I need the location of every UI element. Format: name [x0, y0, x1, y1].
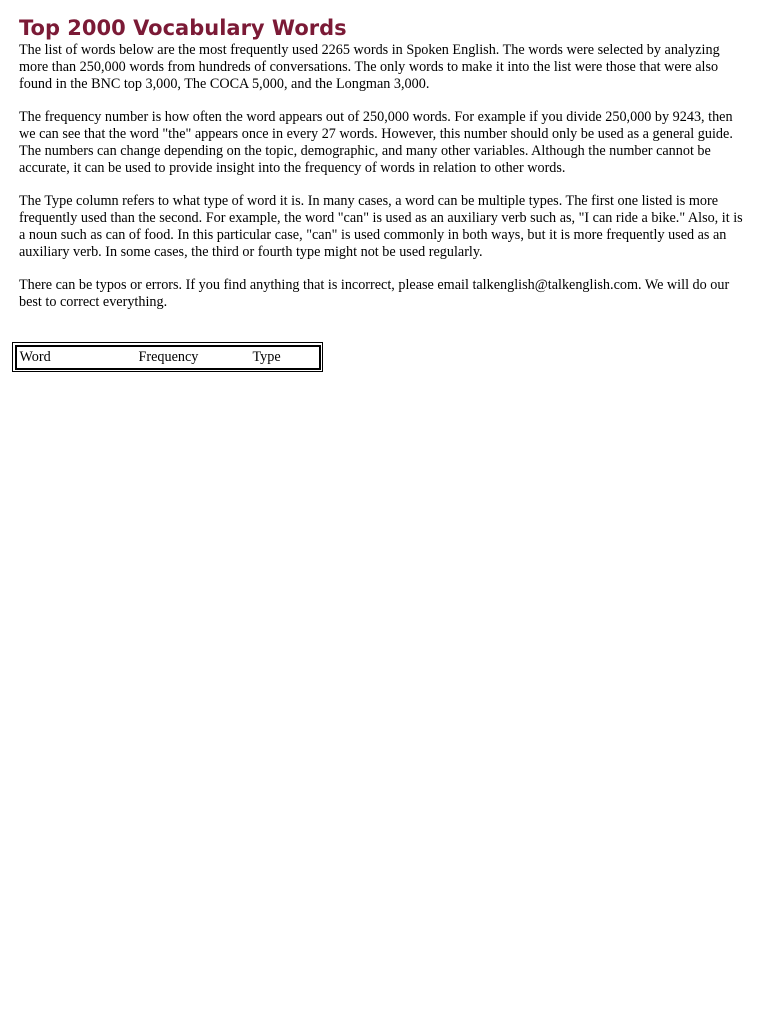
document-page: [19, 14, 751, 328]
column-header-frequency: Frequency: [138, 348, 199, 365]
vocabulary-table-frame: [12, 342, 323, 372]
type-paragraph: The Type column refers to what type of word it is. In many cases, a word can be multiple types. The first one listed is more frequently used than the second. For example, the word "can" is used as an auxiliary verb such as, "I can ride a bike." Also, it is a noun such as can of food. In this particular case, "can" is used commonly in both ways, but it is more frequently used as an auxiliary verb. In some cases, the third or fourth type might not be used regularly.: [19, 193, 743, 260]
intro-paragraph: The list of words below are the most frequently used 2265 words in Spoken English. The words were selected by analyzing more than 250,000 words from hundreds of conversations. The only words to make it into the list were those that were also found in the BNC top 3,000, The COCA 5,000, and the Longman 3,000.: [19, 42, 720, 92]
page-title: Top 2000 Vocabulary Words: [19, 16, 347, 40]
vocabulary-table: [15, 345, 321, 370]
errors-paragraph: There can be typos or errors. If you find anything that is incorrect, please email talkenglish@talkenglish.com. We will do our best to correct everything.: [19, 277, 730, 310]
table-header-row: [16, 346, 320, 369]
column-header-type: Type: [252, 348, 281, 365]
column-header-word: Word: [19, 348, 51, 365]
frequency-paragraph: The frequency number is how often the word appears out of 250,000 words. For example if you divide 250,000 by 9243, then we can see that the word "the" appears once in every 27 words. However, this number should only be used as a general guide. The numbers can change depending on the topic, demographic, and many other variables. Although the number cannot be accurate, it can be used to provide insight into the frequency of words in relation to other words.: [19, 109, 733, 176]
